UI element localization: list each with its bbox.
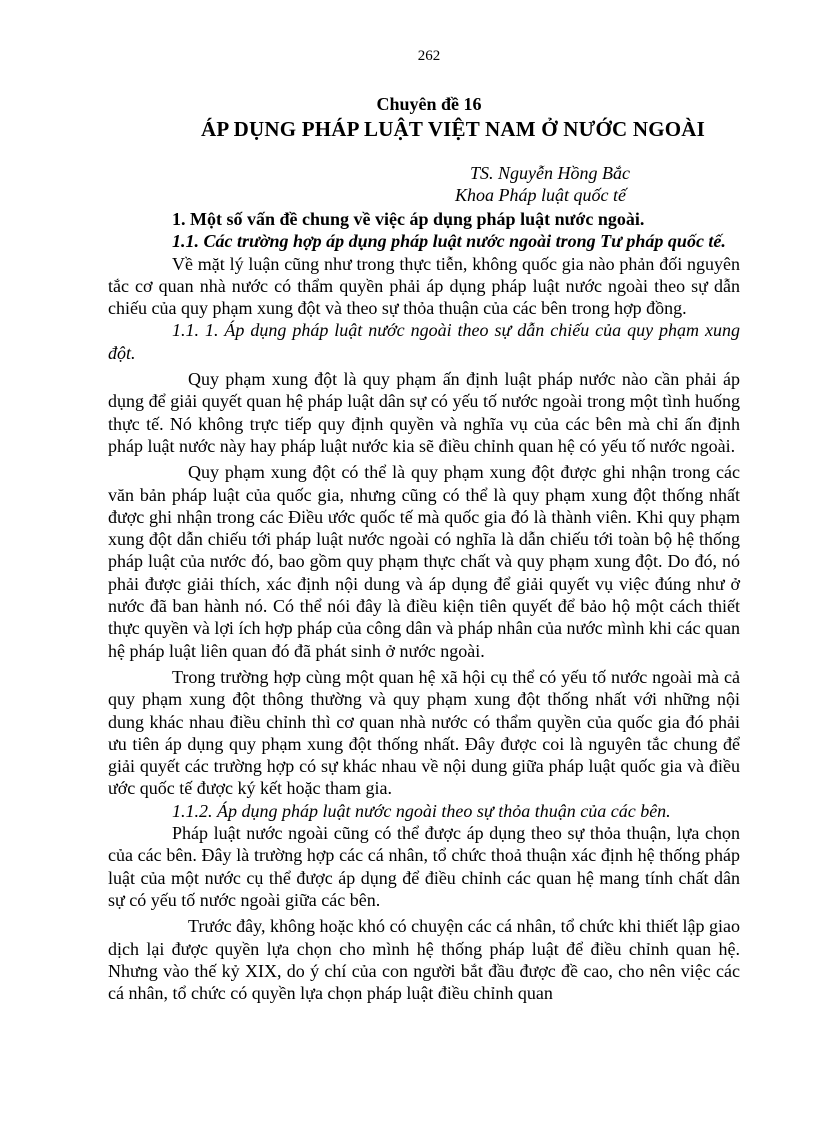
author-affiliation: Khoa Pháp luật quốc tế <box>455 185 626 205</box>
paragraph-3: Quy phạm xung đột có thể là quy phạm xung đột được ghi nhận trong các văn bản pháp luật của quốc gia, nhưng cũng có thể là quy phạm xung đột thống nhất được ghi nhận trong các Điều ước quốc tế mà quốc gia đó là thành viên. Khi quy phạm xung đột dẫn chiếu tới pháp luật nước ngoài có nghĩa là dẫn chiếu tới toàn bộ hệ thống pháp luật của nước đó, bao gồm quy phạm thực chất và quy phạm xung đột. Do đó, nó phải được giải thích, xác định nội dung và áp dụng để giải quyết vụ việc đúng như ở nước đã ban hành nó. Có thể nói đây là điều kiện tiên quyết để bảo hộ một cách thiết thực quyền và lợi ích hợp pháp của công dân và pháp nhân của nước mình khi các quan hệ pháp luật liên quan đó đã phát sinh ở nước ngoài. <box>108 462 740 661</box>
paragraph-2: Quy phạm xung đột là quy phạm ấn định luật pháp nước nào cần phải áp dụng để giải quyết quan hệ pháp luật dân sự có yếu tố nước ngoài trong một tình huống thực tế. Nó không trực tiếp quy định quyền và nghĩa vụ của các bên mà chỉ ấn định pháp luật nước này hay pháp luật nước kia sẽ điều chỉnh quan hệ có yếu tố nước ngoài. <box>108 369 740 456</box>
paragraph-4: Trong trường hợp cùng một quan hệ xã hội cụ thể có yếu tố nước ngoài mà cả quy phạm xung đột thông thường và quy phạm xung đột thống nhất với những nội dung khác nhau điều chỉnh thì cơ quan nhà nước có thẩm quyền của quốc gia đó phải ưu tiên áp dụng quy phạm xung đột thống nhất. Đây được coi là nguyên tắc chung để giải quyết các trường hợp có sự khác nhau về nội dung giữa pháp luật quốc gia và điều ước quốc tế được ký kết hoặc tham gia. <box>108 666 740 799</box>
paragraph-6: Trước đây, không hoặc khó có chuyện các cá nhân, tổ chức khi thiết lập giao dịch lại được quyền lựa chọn cho mình hệ thống pháp luật để điều chỉnh quan hệ. Nhưng vào thế kỷ XIX, do ý chí của con người bắt đầu được đề cao, cho nên việc các cá nhân, tổ chức có quyền lựa chọn pháp luật điều chỉnh quan <box>108 916 740 1004</box>
section-heading-1-1: 1.1. Các trường hợp áp dụng pháp luật nước ngoài trong Tư pháp quốc tế. <box>172 231 726 252</box>
paragraph-5: Pháp luật nước ngoài cũng có thể được áp dụng theo sự thỏa thuận, lựa chọn của các bên. Đây là trường hợp các cá nhân, tổ chức thoả thuận xác định hệ thống pháp luật của một nước cụ thể được áp dụng để điều chỉnh các quan hệ mang tính chất dân sự có yếu tố nước ngoài giữa các bên. <box>108 823 740 910</box>
paragraph-1: Về mặt lý luận cũng như trong thực tiễn, không quốc gia nào phản đối nguyên tắc cơ quan nhà nước có thẩm quyền phải áp dụng pháp luật nước ngoài theo sự dẫn chiếu của quy phạm xung đột và theo sự thỏa thuận của các bên trong hợp đồng. <box>108 253 740 319</box>
topic-label: Chuyên đề 16 <box>376 94 482 114</box>
page-number: 262 <box>417 48 441 64</box>
section-heading-1-1-2: 1.1.2. Áp dụng pháp luật nước ngoài theo sự thỏa thuận của các bên. <box>172 800 671 821</box>
document-title: ÁP DỤNG PHÁP LUẬT VIỆT NAM Ở NƯỚC NGOÀI <box>200 117 706 141</box>
section-heading-1: 1. Một số vấn đề chung về việc áp dụng pháp luật nước ngoài. <box>172 209 645 229</box>
section-heading-1-1-1: 1.1. 1. Áp dụng pháp luật nước ngoài theo sự dẫn chiếu của quy phạm xung đột. <box>108 320 740 363</box>
document-body <box>108 208 740 1004</box>
author-name: TS. Nguyễn Hồng Bắc <box>470 163 630 183</box>
